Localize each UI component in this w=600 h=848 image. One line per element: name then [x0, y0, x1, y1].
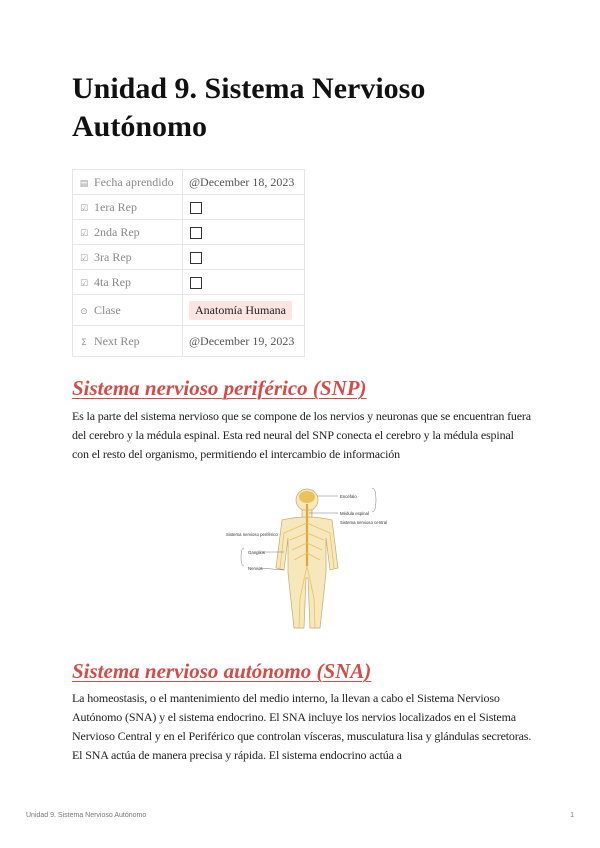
property-key: ☑ 3ra Rep [73, 245, 183, 270]
property-row-3ra-rep[interactable] [73, 245, 305, 270]
property-value-date[interactable]: @December 18, 2023 [183, 170, 305, 195]
checkbox-1era-rep[interactable] [190, 202, 202, 214]
checkbox-property-icon: ☑ [79, 278, 89, 289]
checkbox-property-icon: ☑ [79, 228, 89, 239]
label-pns: Sistema nervioso periférico [226, 532, 278, 537]
property-row-2nda-rep[interactable] [73, 220, 305, 245]
section-paragraph-snp: Es la parte del sistema nervioso que se compone de los nervios y neuronas que se encuentran fuera del cerebro y la médula espinal. Esta red neural del SNP conecta el cerebro y la médula espinal con el resto del organismo, permitiendo el intercambio de información [72, 409, 531, 461]
checkbox-4ta-rep[interactable] [190, 277, 202, 289]
checkbox-property-icon: ☑ [79, 203, 89, 214]
property-key: Σ Next Rep [73, 326, 183, 357]
property-row-fecha[interactable] [73, 170, 305, 195]
calendar-icon: ▤ [79, 178, 89, 189]
checkbox-3ra-rep[interactable] [190, 252, 202, 264]
page-number: 1 [570, 812, 574, 819]
label-cns: Sistema nervioso central [340, 520, 388, 525]
property-key: ▤ Fecha aprendido [73, 170, 183, 195]
checkbox-2nda-rep[interactable] [190, 227, 202, 239]
property-key: ☑ 4ta Rep [73, 270, 183, 295]
property-row-1era-rep[interactable] [73, 195, 305, 220]
section-paragraph-sna: La homeostasis, o el mantenimiento del medio interno, la llevan a cabo el Sistema Nervioso Autónomo (SNA) y el sistema endocrino. El SNA incluye los nervios localizados en el Sistema Nervioso Central y en el Periférico que controlan vísceras, musculatura lisa y glándulas secretoras. El SNA actúa de manera precisa y rápida. El sistema endocrino actúa a [72, 691, 532, 762]
label-spinal-cord: Médula espinal [340, 511, 369, 516]
checkbox-property-icon: ☑ [79, 253, 89, 264]
property-value-date[interactable]: @December 19, 2023 [183, 326, 305, 357]
property-key: ⊙ Clase [73, 295, 183, 326]
section-heading-snp: Sistema nervioso periférico (SNP) [72, 376, 367, 400]
page-title: Unidad 9. Sistema Nervioso Autónomo [72, 72, 426, 143]
property-row-4ta-rep[interactable] [73, 270, 305, 295]
select-icon: ⊙ [80, 306, 88, 317]
formula-icon: Σ [81, 337, 87, 348]
property-key: ☑ 1era Rep [73, 195, 183, 220]
section-heading-sna: Sistema nervioso autónomo (SNA) [72, 659, 372, 683]
footer-title: Unidad 9. Sistema Nervioso Autónomo [26, 812, 147, 819]
nervous-system-figure [222, 478, 392, 633]
page-footer [26, 812, 574, 819]
property-row-next-rep[interactable] [73, 326, 305, 357]
label-brain: Encéfalo [340, 494, 357, 499]
clase-tag[interactable]: Anatomía Humana [189, 301, 292, 320]
property-key: ☑ 2nda Rep [73, 220, 183, 245]
label-nerves: Nervios [248, 566, 263, 571]
properties-table [72, 169, 305, 357]
label-ganglia: Ganglios [248, 550, 265, 555]
nervous-system-illustration [222, 478, 392, 633]
property-row-clase[interactable] [73, 295, 305, 326]
